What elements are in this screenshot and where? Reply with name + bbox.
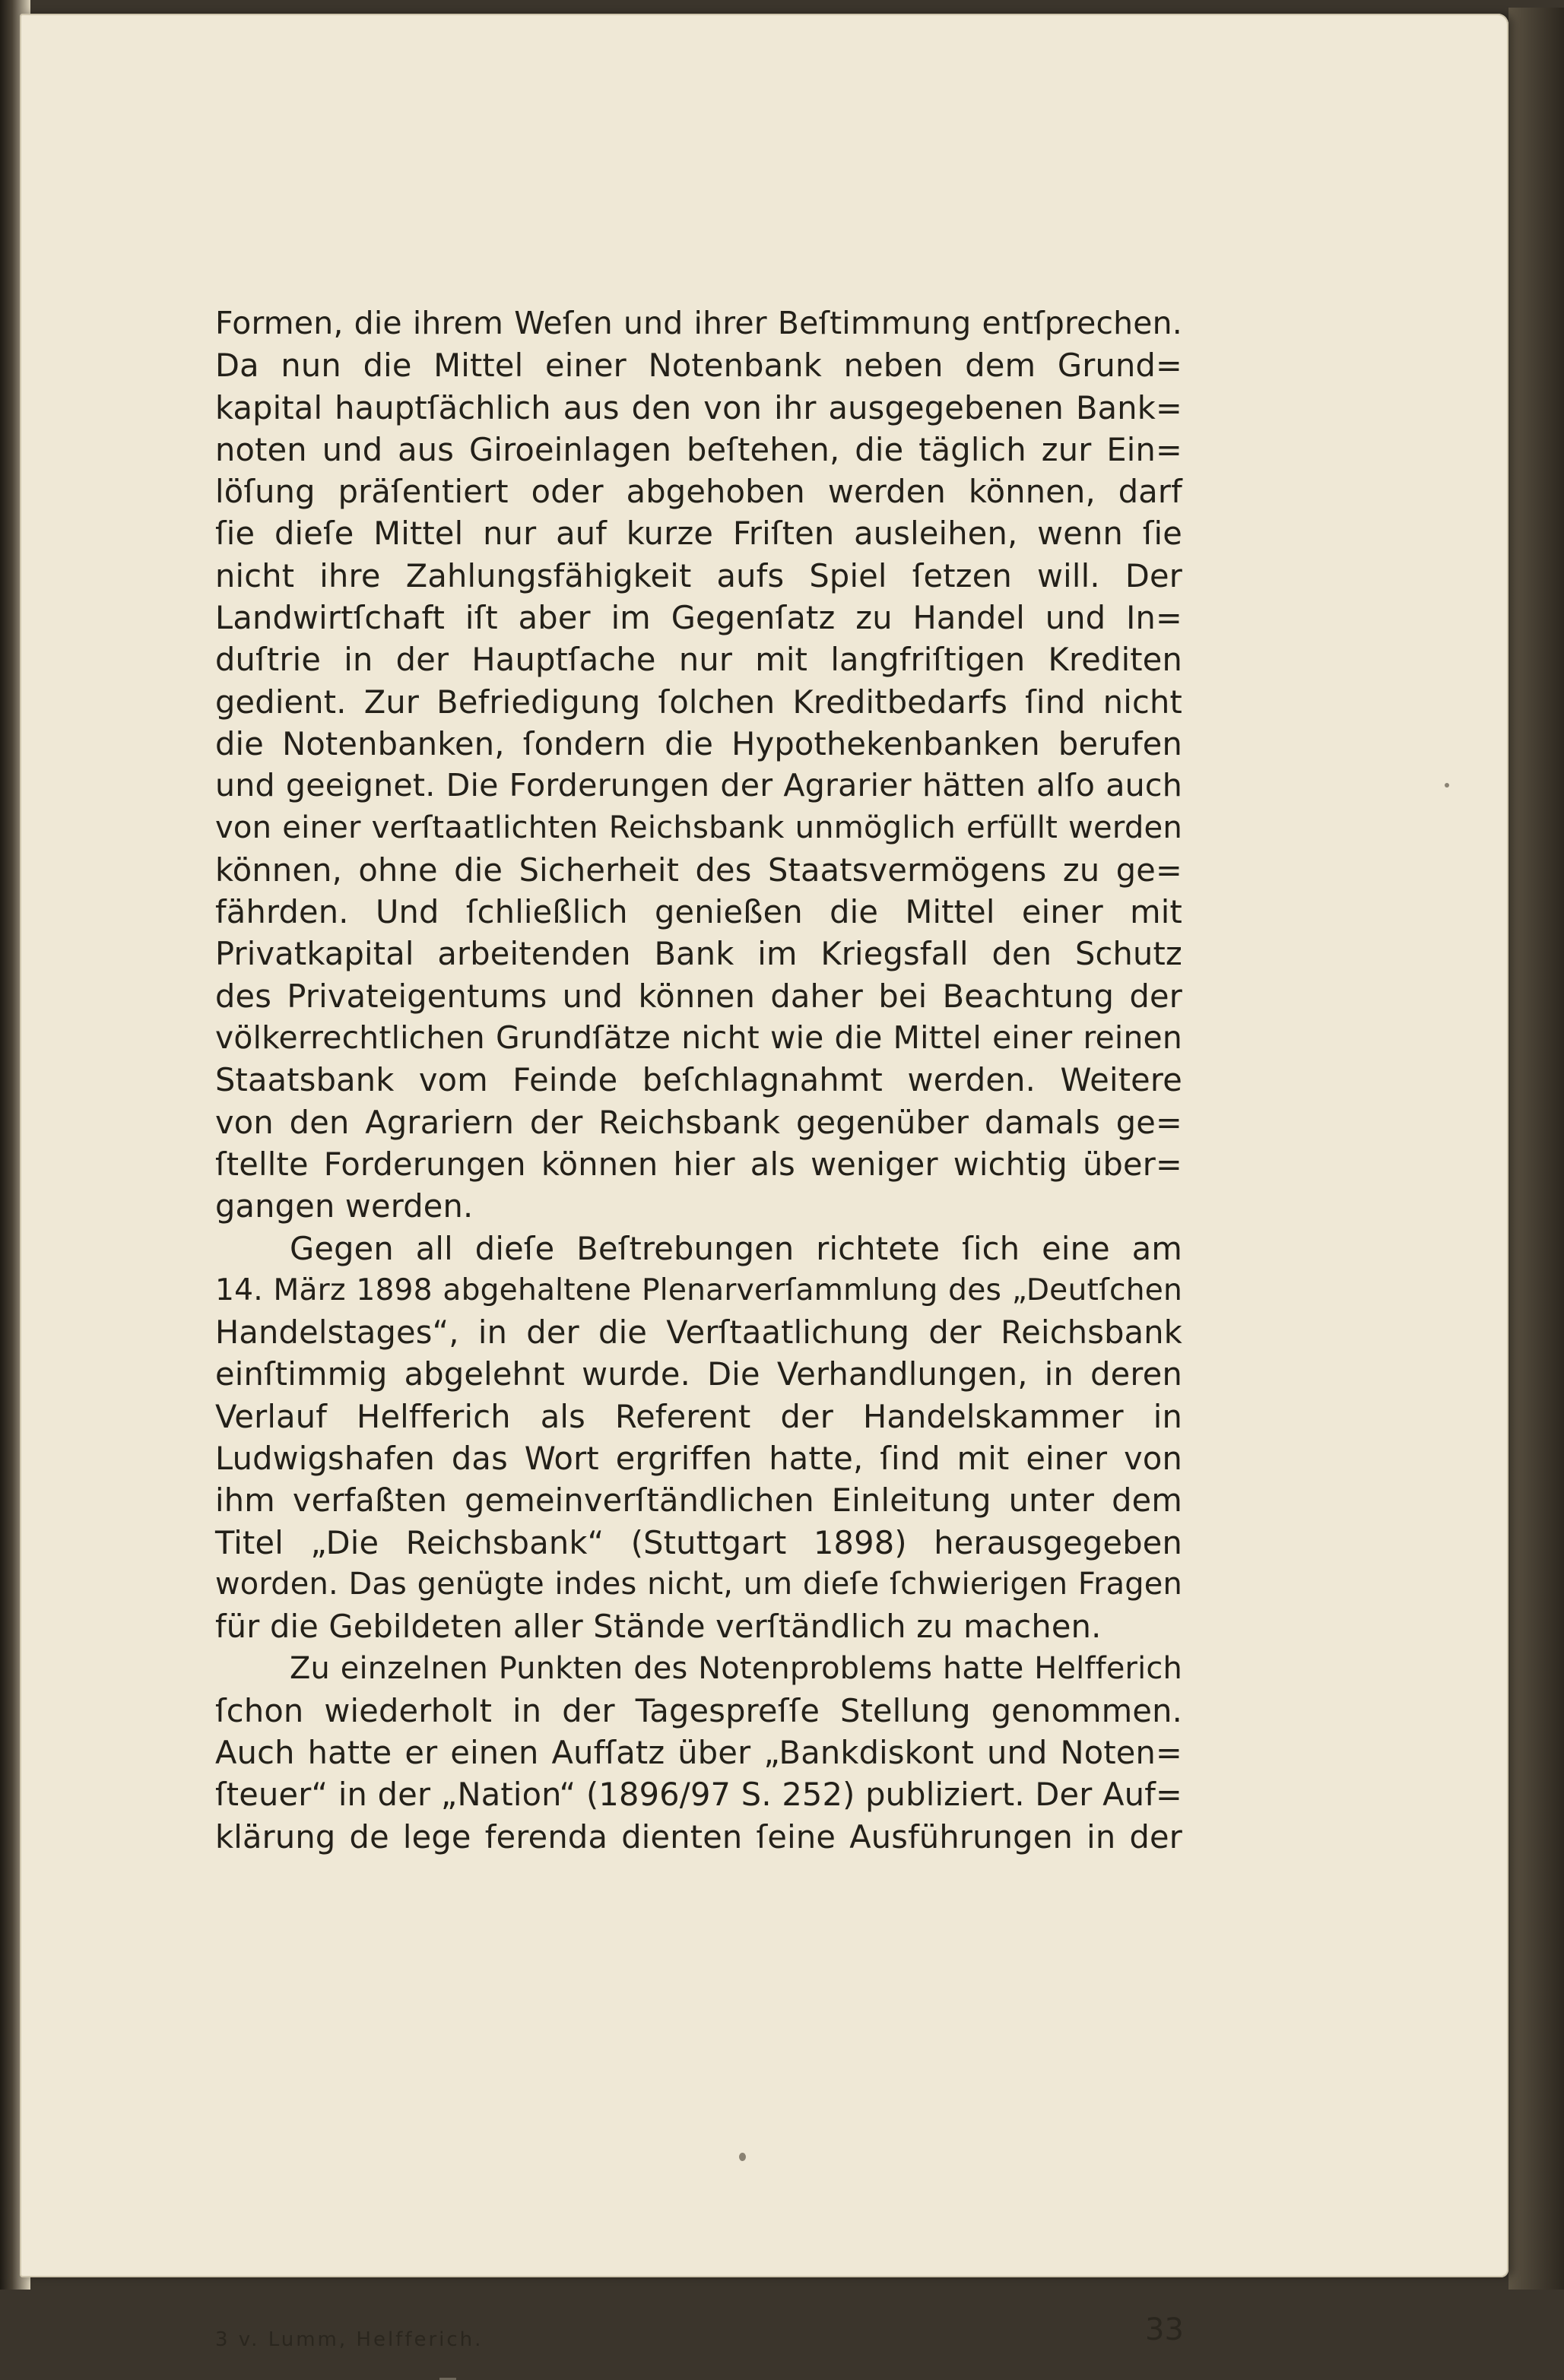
text-line: Da nun die Mittel einer Notenbank neben dem Grund=	[215, 347, 1182, 385]
text-line: noten und aus Giroeinlagen beſtehen, die täglich zur Ein=	[215, 430, 1182, 468]
text-line: kapital hauptſächlich aus den von ihr ausgegebenen Bank=	[215, 388, 1182, 426]
text-line: Gegen all dieſe Beſtrebungen richtete ſich eine am	[290, 1229, 1182, 1267]
text-line: Titel „Die Reichsbank“ (Stuttgart 1898) herausgegeben	[215, 1523, 1182, 1561]
text-line: löſung präſentiert oder abgehoben werden können, darf	[215, 473, 1182, 511]
body-text	[215, 303, 1182, 1858]
text-line: Verlauf Helfferich als Referent der Handelskammer in	[215, 1397, 1182, 1435]
text-line: Formen, die ihrem Weſen und ihrer Beſtimmung entſprechen.	[215, 305, 1182, 341]
text-line: völkerrechtlichen Grundſätze nicht wie die Mittel einer reinen	[215, 1019, 1182, 1057]
text-line: einſtimmig abgelehnt wurde. Die Verhandlungen, in deren	[215, 1355, 1182, 1393]
text-line: Staatsbank vom Feinde beſchlagnahmt werden. Weitere	[215, 1061, 1182, 1099]
text-line: ſtellte Forderungen können hier als weniger wichtig über=	[215, 1145, 1182, 1183]
page-number: 33	[1145, 2312, 1184, 2347]
page-edge	[1508, 8, 1564, 2290]
text-line: 14. März 1898 abgehaltene Plenarverſammlung des „Deutſchen	[215, 1272, 1182, 1307]
text-line: für die Gebildeten aller Stände verſtändlich zu machen.	[215, 1608, 1102, 1646]
signature-mark: 3 v. Lumm, Helfferich.	[215, 2328, 484, 2351]
text-line: nicht ihre Zahlungsfähigkeit aufs Spiel ſetzen will. Der	[215, 556, 1182, 594]
text-line: fährden. Und ſchließlich genießen die Mittel einer mit	[215, 893, 1182, 931]
text-line: duſtrie in der Hauptſache nur mit langfriſtigen Krediten	[215, 641, 1182, 679]
paper-speck	[739, 2153, 746, 2161]
text-line: ihm verfaßten gemeinverſtändlichen Einleitung unter dem	[215, 1482, 1182, 1520]
text-line: und geeignet. Die Forderungen der Agrarier hätten alſo auch	[215, 767, 1182, 804]
text-line: klärung de lege ferenda dienten ſeine Ausführungen in der	[215, 1817, 1182, 1856]
text-line: die Notenbanken, ſondern die Hypothekenbanken berufen	[215, 724, 1182, 762]
text-line: Auch hatte er einen Aufſatz über „Bankdiskont und Noten=	[215, 1734, 1182, 1772]
text-line: Privatkapital arbeitenden Bank im Kriegsfall den Schutz	[215, 935, 1182, 973]
text-line: worden. Das genügte indes nicht, um dieſe ſchwierigen Fragen	[215, 1566, 1182, 1602]
text-line: von den Agrariern der Reichsbank gegenüber damals ge=	[215, 1103, 1182, 1141]
text-line: Ludwigshafen das Wort ergriffen hatte, ſind mit einer von	[215, 1440, 1182, 1478]
text-line: ſteuer“ in der „Nation“ (1896/97 S. 252) publiziert. Der Auf=	[215, 1776, 1182, 1814]
text-line: Handelstages“, in der die Verſtaatlichung der Reichsbank	[215, 1314, 1182, 1352]
text-line: gedient. Zur Befriedigung ſolchen Kreditbedarfs ſind nicht	[215, 683, 1182, 721]
text-line: von einer verſtaatlichten Reichsbank unmöglich erfüllt werden	[215, 810, 1182, 845]
text-line: Landwirtſchaft iſt aber im Gegenſatz zu Handel und In=	[215, 599, 1182, 637]
text-line: gangen werden.	[215, 1187, 474, 1225]
paper-speck	[1445, 783, 1449, 788]
text-line: ſie dieſe Mittel nur auf kurze Friſten ausleihen, wenn ſie	[215, 515, 1182, 553]
text-line: ſchon wiederholt in der Tagespreſſe Stellung genommen.	[215, 1691, 1182, 1729]
text-line: können, ohne die Sicherheit des Staatsvermögens zu ge=	[215, 851, 1182, 889]
text-line: des Privateigentums und können daher bei Beachtung der	[215, 977, 1182, 1015]
text-line: Zu einzelnen Punkten des Notenproblems hatte Helfferich	[290, 1650, 1182, 1686]
